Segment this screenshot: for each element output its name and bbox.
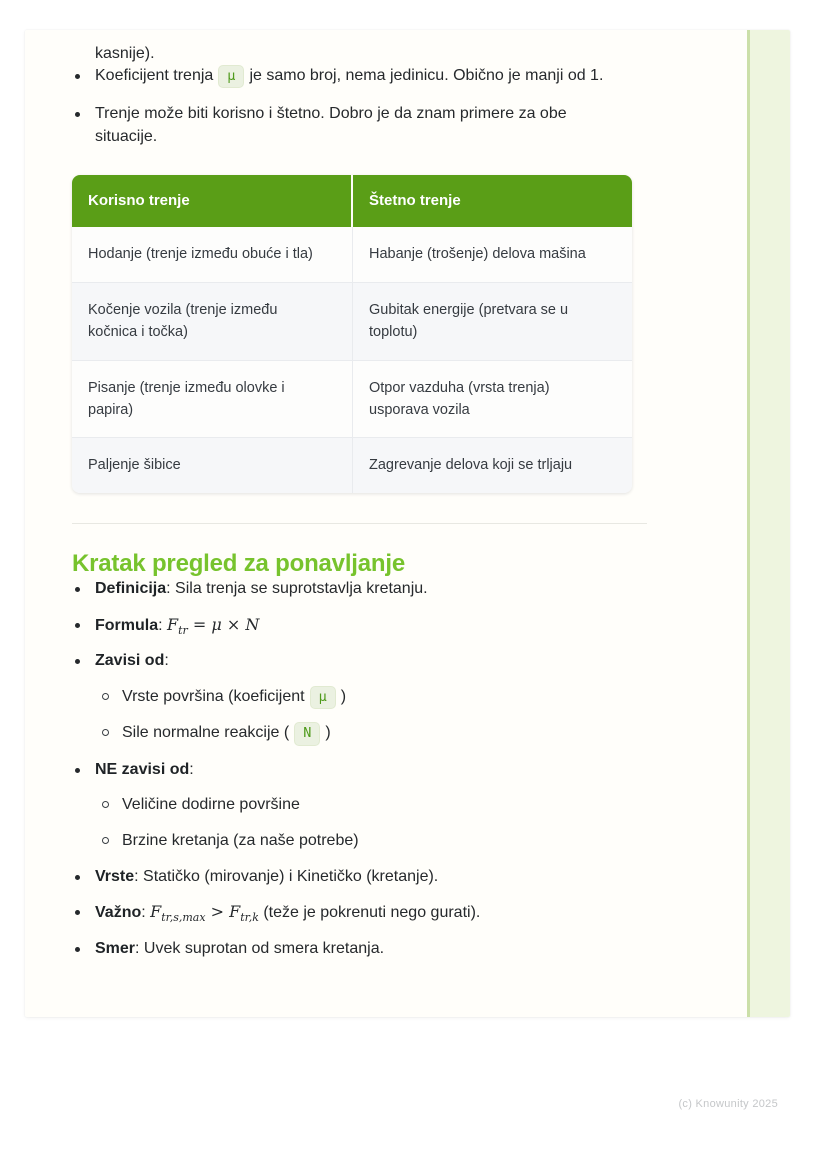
math-formula: $F_{tr} = \mu \times N$ bbox=[167, 614, 260, 637]
table-cell: Habanje (trošenje) delova mašina bbox=[353, 227, 632, 281]
table-body bbox=[72, 227, 632, 493]
comparison-table bbox=[72, 175, 632, 493]
bold-label: Formula bbox=[95, 616, 159, 634]
table-row bbox=[72, 360, 632, 438]
table-header-cell: Štetno trenje bbox=[353, 175, 632, 227]
sub-list bbox=[95, 686, 710, 745]
list-item: Zavisi od: Vrste površina (koeficijent μ ) Sile normalne reakcije ( N ) bbox=[72, 650, 710, 745]
bold-label: Zavisi od bbox=[95, 652, 165, 670]
bold-label: NE zavisi od bbox=[95, 760, 190, 778]
code-chip: N bbox=[294, 722, 320, 745]
list-item: Sile normalne reakcije ( N ) bbox=[95, 722, 710, 745]
table-cell: Paljenje šibice bbox=[72, 437, 353, 492]
list-item: Definicija: Sila trenja se suprotstavlja kretanju. bbox=[72, 578, 710, 601]
table-cell: Zagrevanje delova koji se trljaju bbox=[353, 437, 632, 492]
paragraph-continuation: kasnije). bbox=[95, 45, 155, 62]
table-cell: Otpor vazduha (vrsta trenja) usporava vozila bbox=[353, 360, 632, 438]
section-divider bbox=[72, 523, 647, 524]
bold-label: Vrste bbox=[95, 867, 135, 885]
math-formula: $F_{tr,s,max} > F_{tr,k}$ bbox=[150, 902, 259, 925]
bold-label: Važno bbox=[95, 904, 142, 922]
table-cell: Gubitak energije (pretvara se u toplotu) bbox=[353, 282, 632, 360]
intro-list bbox=[72, 65, 710, 149]
list-item: Vrste površina (koeficijent μ ) bbox=[95, 686, 710, 709]
list-item: Formula: $F_{tr} = \mu \times N$ bbox=[72, 614, 710, 638]
list-item: Koeficijent trenja μ je samo broj, nema jedinicu. Obično je manji od 1. bbox=[72, 65, 710, 88]
table-row bbox=[72, 282, 632, 360]
code-chip: μ bbox=[218, 65, 244, 88]
document-content bbox=[25, 30, 790, 961]
section-heading: Kratak pregled za ponavljanje bbox=[72, 549, 405, 577]
document-page bbox=[25, 30, 790, 1017]
table-row bbox=[72, 227, 632, 281]
bold-label: Definicija bbox=[95, 579, 167, 597]
list-item: Brzine kretanja (za naše potrebe) bbox=[95, 830, 710, 853]
table-header-cell: Korisno trenje bbox=[72, 175, 353, 227]
sub-list bbox=[95, 794, 710, 852]
table-cell: Kočenje vozila (trenje između kočnica i točka) bbox=[72, 282, 353, 360]
table-header-row bbox=[72, 175, 632, 227]
list-item: Važno: $F_{tr,s,max} > F_{tr,k}$ (teže je pokrenuti nego gurati). bbox=[72, 901, 710, 925]
list-item: NE zavisi od: Veličine dodirne površine Brzine kretanja (za naše potrebe) bbox=[72, 759, 710, 853]
summary-list bbox=[72, 578, 710, 961]
list-item: Smer: Uvek suprotan od smera kretanja. bbox=[72, 938, 710, 961]
list-item: Vrste: Statičko (mirovanje) i Kinetičko (kretanje). bbox=[72, 866, 710, 889]
list-item: Veličine dodirne površine bbox=[95, 794, 710, 817]
copyright-footer: (c) Knowunity 2025 bbox=[678, 1098, 778, 1110]
bold-label: Smer bbox=[95, 940, 136, 958]
table-row bbox=[72, 437, 632, 492]
code-chip: μ bbox=[310, 686, 336, 709]
table-cell: Pisanje (trenje između olovke i papira) bbox=[72, 360, 353, 438]
list-item: Trenje može biti korisno i štetno. Dobro je da znam primere za obe situacije. bbox=[72, 103, 710, 148]
table-cell: Hodanje (trenje između obuće i tla) bbox=[72, 227, 353, 281]
